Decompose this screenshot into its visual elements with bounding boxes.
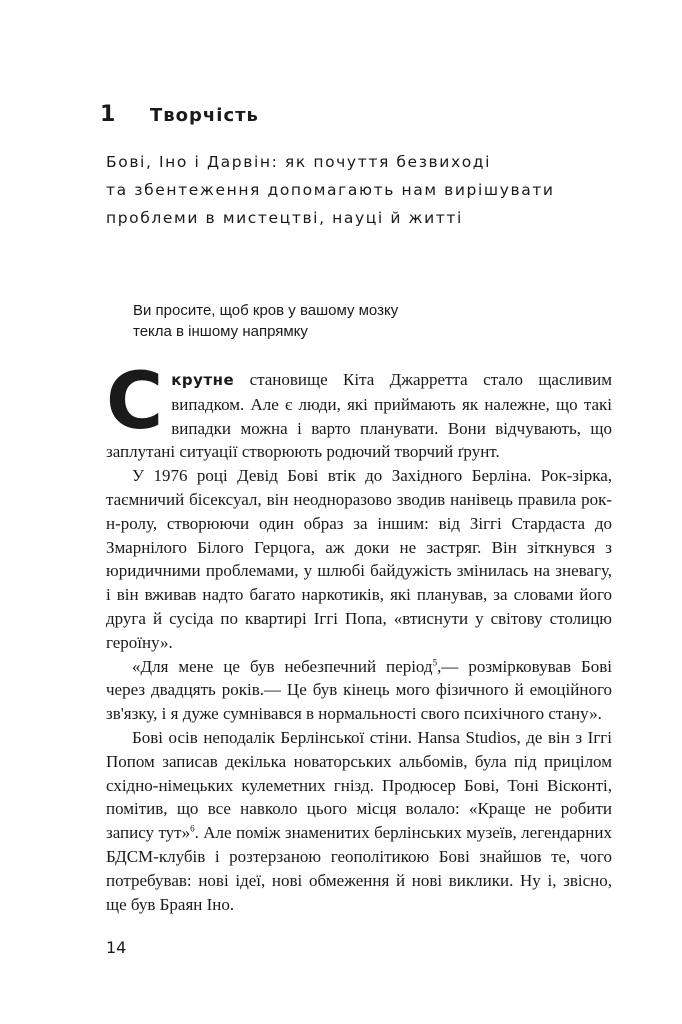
body-text xyxy=(106,357,612,916)
footnote-ref[interactable]: 6 xyxy=(190,823,195,834)
paragraph-1-text: становище Кіта Джарретта стало щасливим випадком. Але є люди, які приймають як належне, що такі випадки можна і варто планувати. Вони відчувають, що заплутані ситуації створюють родючий творчий ґрунт. xyxy=(106,370,612,462)
epigraph xyxy=(133,300,433,342)
paragraph-3-text-a: «Для мене це був небезпечний період xyxy=(132,656,433,676)
subtitle-line: Бові, Іно і Дарвін: як почуття безвиході xyxy=(106,153,492,171)
subtitle-line: проблеми в мистецтві, науці й житті xyxy=(106,209,463,227)
paragraph-2: У 1976 році Девід Бові втік до Західного Берліна. Рок-зірка, таємничий бісексуал, він неодноразово зводив нанівець правила рок-н-ролу, створюючи один образ за іншим: від Зіггі Стардаста до Змарнілого Білого Герцога, аж доки не застряг. Він зіткнувся з юридичними проблемами, у шлюбі байдужість змінилась на зневагу, і він вживав надто багато наркотиків, які планував, за словами його друга й сусіда по квартирі Іггі Попа, «втиснути у світову столицю героїну». xyxy=(106,466,612,652)
paragraph-3-text-b: ,— розмірковував Бові через двадцять років.— Це був кінець мого фізичного й емоційного зв'язку, і я дуже сумнівався в нормальності свого психічного стану». xyxy=(106,656,612,724)
chapter-heading xyxy=(100,102,259,127)
chapter-subtitle xyxy=(106,148,606,232)
paragraph-4 xyxy=(106,726,612,916)
epigraph-line: Ви просите, щоб кров у вашому мозку xyxy=(133,302,399,319)
footnote-ref[interactable]: 5 xyxy=(432,656,438,667)
paragraph-4-text-b: . Але поміж знаменитих берлінських музеїв, легендарних БДСМ-клубів і розтерзаною геополітикою Бові знайшов те, чого потребував: нові ідеї, нові обмеження й нові виклики. Ну і, звісно, ще був Браян Іно. xyxy=(106,823,612,914)
chapter-number: 1 xyxy=(100,102,116,127)
paragraph-4-text-a: Бові осів неподалік Берлінської стіни. Hansa Studios, де він з Іггі Попом записав декілька новаторських альбомів, була під прицілом східно-німецьких кулеметних гнізд. Продюсер Бові, Тоні Вісконті, помітив, що все навколо цього місця волало: «Краще не робити запису тут» xyxy=(106,727,612,843)
epigraph-line: текла в іншому напрямку xyxy=(133,323,308,340)
page-number: 14 xyxy=(106,938,127,957)
lead-word: крутне xyxy=(171,371,235,389)
paragraph-1 xyxy=(106,357,612,464)
subtitle-line: та збентеження допомагають нам вирішувати xyxy=(106,181,555,199)
drop-cap: С xyxy=(106,357,164,447)
paragraph-3 xyxy=(106,655,612,726)
chapter-title: Творчість xyxy=(150,105,259,126)
